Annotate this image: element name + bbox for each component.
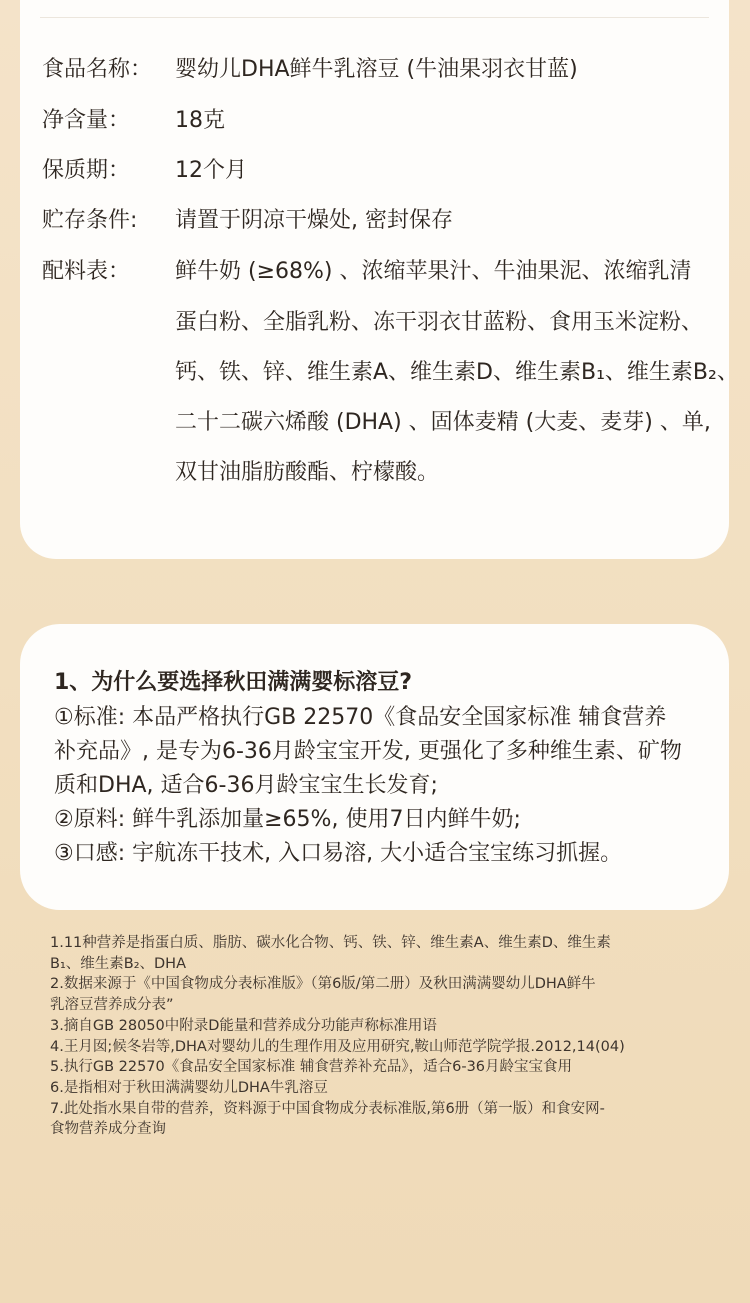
faq-line: 质和DHA, 适合6-36月龄宝宝生长发育; [54,773,438,798]
footnote-line: 3.摘自GB 28050中附录D能量和营养成分功能声称标准用语 [50,1017,437,1034]
footnote-line: 5.执行GB 22570《食品安全国家标准 辅食营养补充品》，适合6-36月龄宝宝食用 [50,1059,573,1076]
ingredient-line: 双甘油脂肪酸酯、柠檬酸。 [175,460,440,485]
footnotes [50,933,710,1140]
footnote-line: 7.此处指水果自带的营养，资料源于中国食物成分表标准版,第6册（第一版）和食安网- [50,1100,605,1117]
footnote-line: 1.11种营养是指蛋白质、脂肪、碳水化合物、钙、铁、锌、维生素A、维生素D、维生素 [50,935,611,951]
product-info-card [20,0,739,559]
info-label: 保质期： [42,158,131,183]
ingredient-line: 鲜牛奶 (≥68%) 、浓缩苹果汁、牛油果泥、浓缩乳清 [175,259,692,284]
faq-line: ①标准: 本品严格执行GB 22570《食品安全国家标准 辅食营养 [54,705,667,730]
info-row-ingredients [42,259,739,519]
faq-line: ②原料: 鲜牛乳添加量≥65%, 使用7日内鲜牛奶; [54,807,521,832]
info-value: 请置于阴凉干燥处, 密封保存 [175,208,453,233]
info-value: 12个月 [175,158,247,183]
divider [40,17,709,18]
info-label: 配料表： [42,259,131,284]
footnote-line: 乳溶豆营养成分表” [50,997,174,1014]
footnote-line: 6.是指相对于秋田满满婴幼儿DHA牛乳溶豆 [50,1079,328,1096]
info-value: 婴幼儿DHA鲜牛乳溶豆 (牛油果羽衣甘蓝) [175,57,578,82]
ingredient-line: 二十二碳六烯酸 (DHA) 、固体麦精 (大麦、麦芽) 、单, [175,410,711,435]
info-label: 食品名称： [42,57,153,82]
info-value: 18克 [175,108,225,133]
faq-title: 1、为什么要选择秋田满满婴标溶豆? [54,670,413,695]
ingredient-line: 钙、铁、锌、维生素A、维生素D、维生素B₁、维生素B₂、 [175,360,739,385]
footnote-line: 2.数据来源于《中国食物成分表标准版》（第6版/第二册）及秋田满满婴幼儿DHA鲜牛 [50,976,596,993]
info-label: 贮存条件: [42,208,138,233]
footnote-line: B₁、维生素B₂、DHA [50,955,187,972]
faq-line: 补充品》, 是专为6-36月龄宝宝开发, 更强化了多种维生素、矿物 [54,739,682,764]
footnote-line: 食物营养成分查询 [50,1121,166,1138]
info-label: 净含量： [42,108,131,133]
faq-line: ③口感: 宇航冻干技术, 入口易溶, 大小适合宝宝练习抓握。 [54,841,623,866]
footnote-line: 4.王月囡;候冬岩等,DHA对婴幼儿的生理作用及应用研究,鞍山师范学院学报.2012,14(04) [50,1038,625,1055]
faq-card [20,624,729,910]
ingredient-line: 蛋白粉、全脂乳粉、冻干羽衣甘蓝粉、食用玉米淀粉、 [175,310,704,335]
